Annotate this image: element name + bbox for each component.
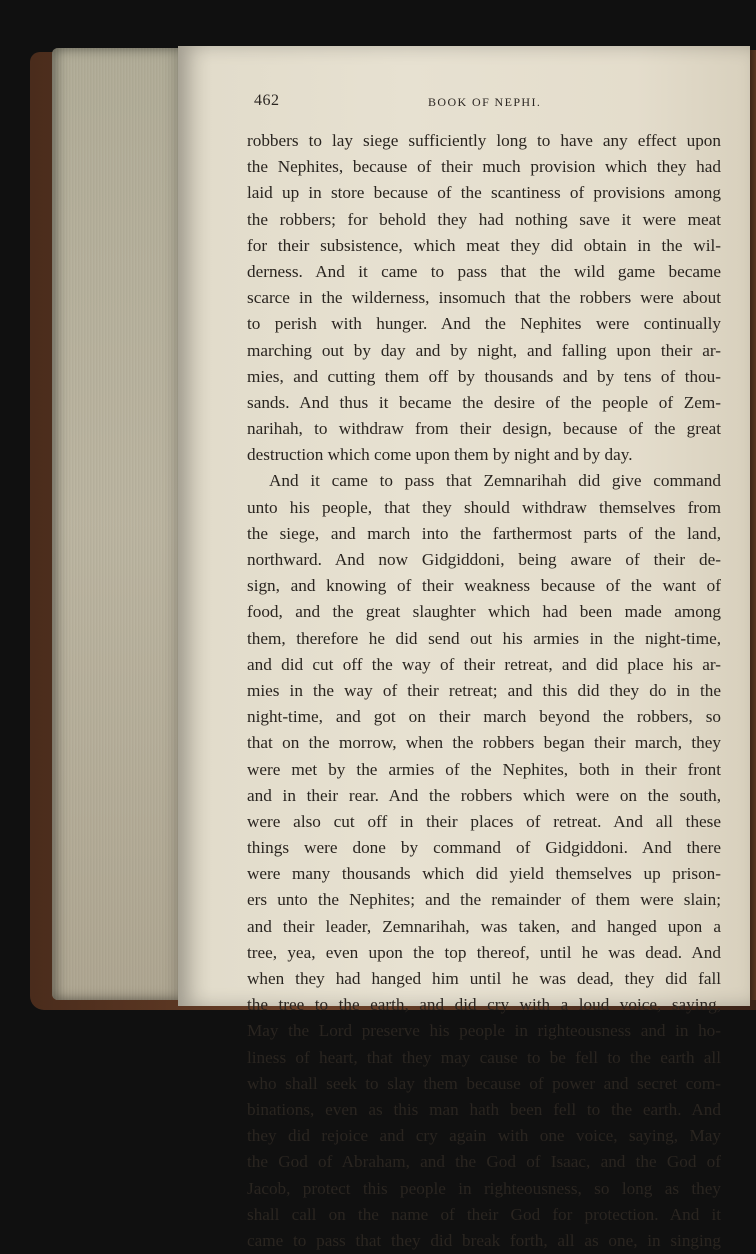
text-line: marching out by day and by night, and falling upon their ar- xyxy=(247,340,721,360)
text-line: scarce in the wilderness, insomuch that the robbers were about xyxy=(247,288,721,308)
text-line: shall call on the name of their God for protection. And it xyxy=(247,1204,721,1224)
paragraph xyxy=(247,468,721,1254)
text-line: they did rejoice and cry again with one voice, saying, May xyxy=(247,1126,721,1146)
text-line: mies in the way of their retreat; and this did they do in the xyxy=(247,680,721,700)
text-line: narihah, to withdraw from their design, because of the great xyxy=(247,419,721,439)
text-line: the siege, and march into the farthermost parts of the land, xyxy=(247,523,721,543)
page-edges xyxy=(52,48,184,1000)
text-line: and in their rear. And the robbers which were on the south, xyxy=(247,785,721,805)
text-line: were met by the armies of the Nephites, both in their front xyxy=(247,759,721,779)
text-line: tree, yea, even upon the top thereof, until he was dead. And xyxy=(247,942,721,962)
text-line: the Nephites, because of their much provision which they had xyxy=(247,157,721,177)
text-line: May the Lord preserve his people in righteousness and in ho- xyxy=(247,1021,721,1041)
text-line: and their leader, Zemnarihah, was taken, and hanged upon a xyxy=(247,916,721,936)
text-line: mies, and cutting them off by thousands and by tens of thou- xyxy=(247,366,721,386)
text-line: for their subsistence, which meat they did obtain in the wil- xyxy=(247,235,721,255)
text-line: destruction which come upon them by night and by day. xyxy=(247,445,633,465)
text-line: the robbers; for behold they had nothing save it were meat xyxy=(247,209,721,229)
text-line: that on the morrow, when the robbers began their march, they xyxy=(247,733,721,753)
body-text xyxy=(247,128,721,1254)
text-line: sign, and knowing of their weakness because of the want of xyxy=(247,576,721,596)
text-line: when they had hanged him until he was dead, they did fall xyxy=(247,969,721,988)
text-line: the tree to the earth, and did cry with a loud voice, saying, xyxy=(247,995,721,1015)
text-line: northward. And now Gidgiddoni, being aware of their de- xyxy=(247,550,721,569)
text-line: night-time, and got on their march beyond the robbers, so xyxy=(247,707,721,727)
text-line: were many thousands which did yield themselves up prison- xyxy=(247,864,721,884)
text-line: derness. And it came to pass that the wild game became xyxy=(247,261,721,281)
page-number: 462 xyxy=(254,92,280,109)
text-line: came to pass that they did break forth, all as one, in singing xyxy=(247,1230,721,1250)
text-line: and did cut off the way of their retreat, and did place his ar- xyxy=(247,654,721,674)
text-line: Jacob, protect this people in righteousness, so long as they xyxy=(247,1178,721,1198)
text-line: sands. And thus it became the desire of the people of Zem- xyxy=(247,392,721,412)
text-line: ers unto the Nephites; and the remainder of them were slain; xyxy=(247,890,721,910)
text-line: were also cut off in their places of retreat. And all these xyxy=(247,811,721,831)
text-line: them, therefore he did send out his armies in the night-time, xyxy=(247,628,721,648)
running-head: BOOK OF NEPHI. xyxy=(428,95,542,109)
text-line: binations, even as this man hath been fell to the earth. And xyxy=(247,1099,721,1119)
paragraph xyxy=(247,128,721,468)
text-line: robbers to lay siege sufficiently long to have any effect upon xyxy=(247,131,721,150)
text-line: food, and the great slaughter which had been made among xyxy=(247,602,721,622)
text-line: the God of Abraham, and the God of Isaac, and the God of xyxy=(247,1152,721,1172)
text-line: And it came to pass that Zemnarihah did give command xyxy=(269,471,721,491)
text-line: liness of heart, that they may cause to be fell to the earth all xyxy=(247,1047,721,1067)
text-line: to perish with hunger. And the Nephites were continually xyxy=(247,314,721,334)
text-line: laid up in store because of the scantiness of provisions among xyxy=(247,183,721,203)
text-line: who shall seek to slay them because of power and secret com- xyxy=(247,1073,721,1093)
text-line: unto his people, that they should withdraw themselves from xyxy=(247,497,721,517)
page-header xyxy=(254,92,724,114)
text-line: things were done by command of Gidgiddoni. And there xyxy=(247,838,721,858)
